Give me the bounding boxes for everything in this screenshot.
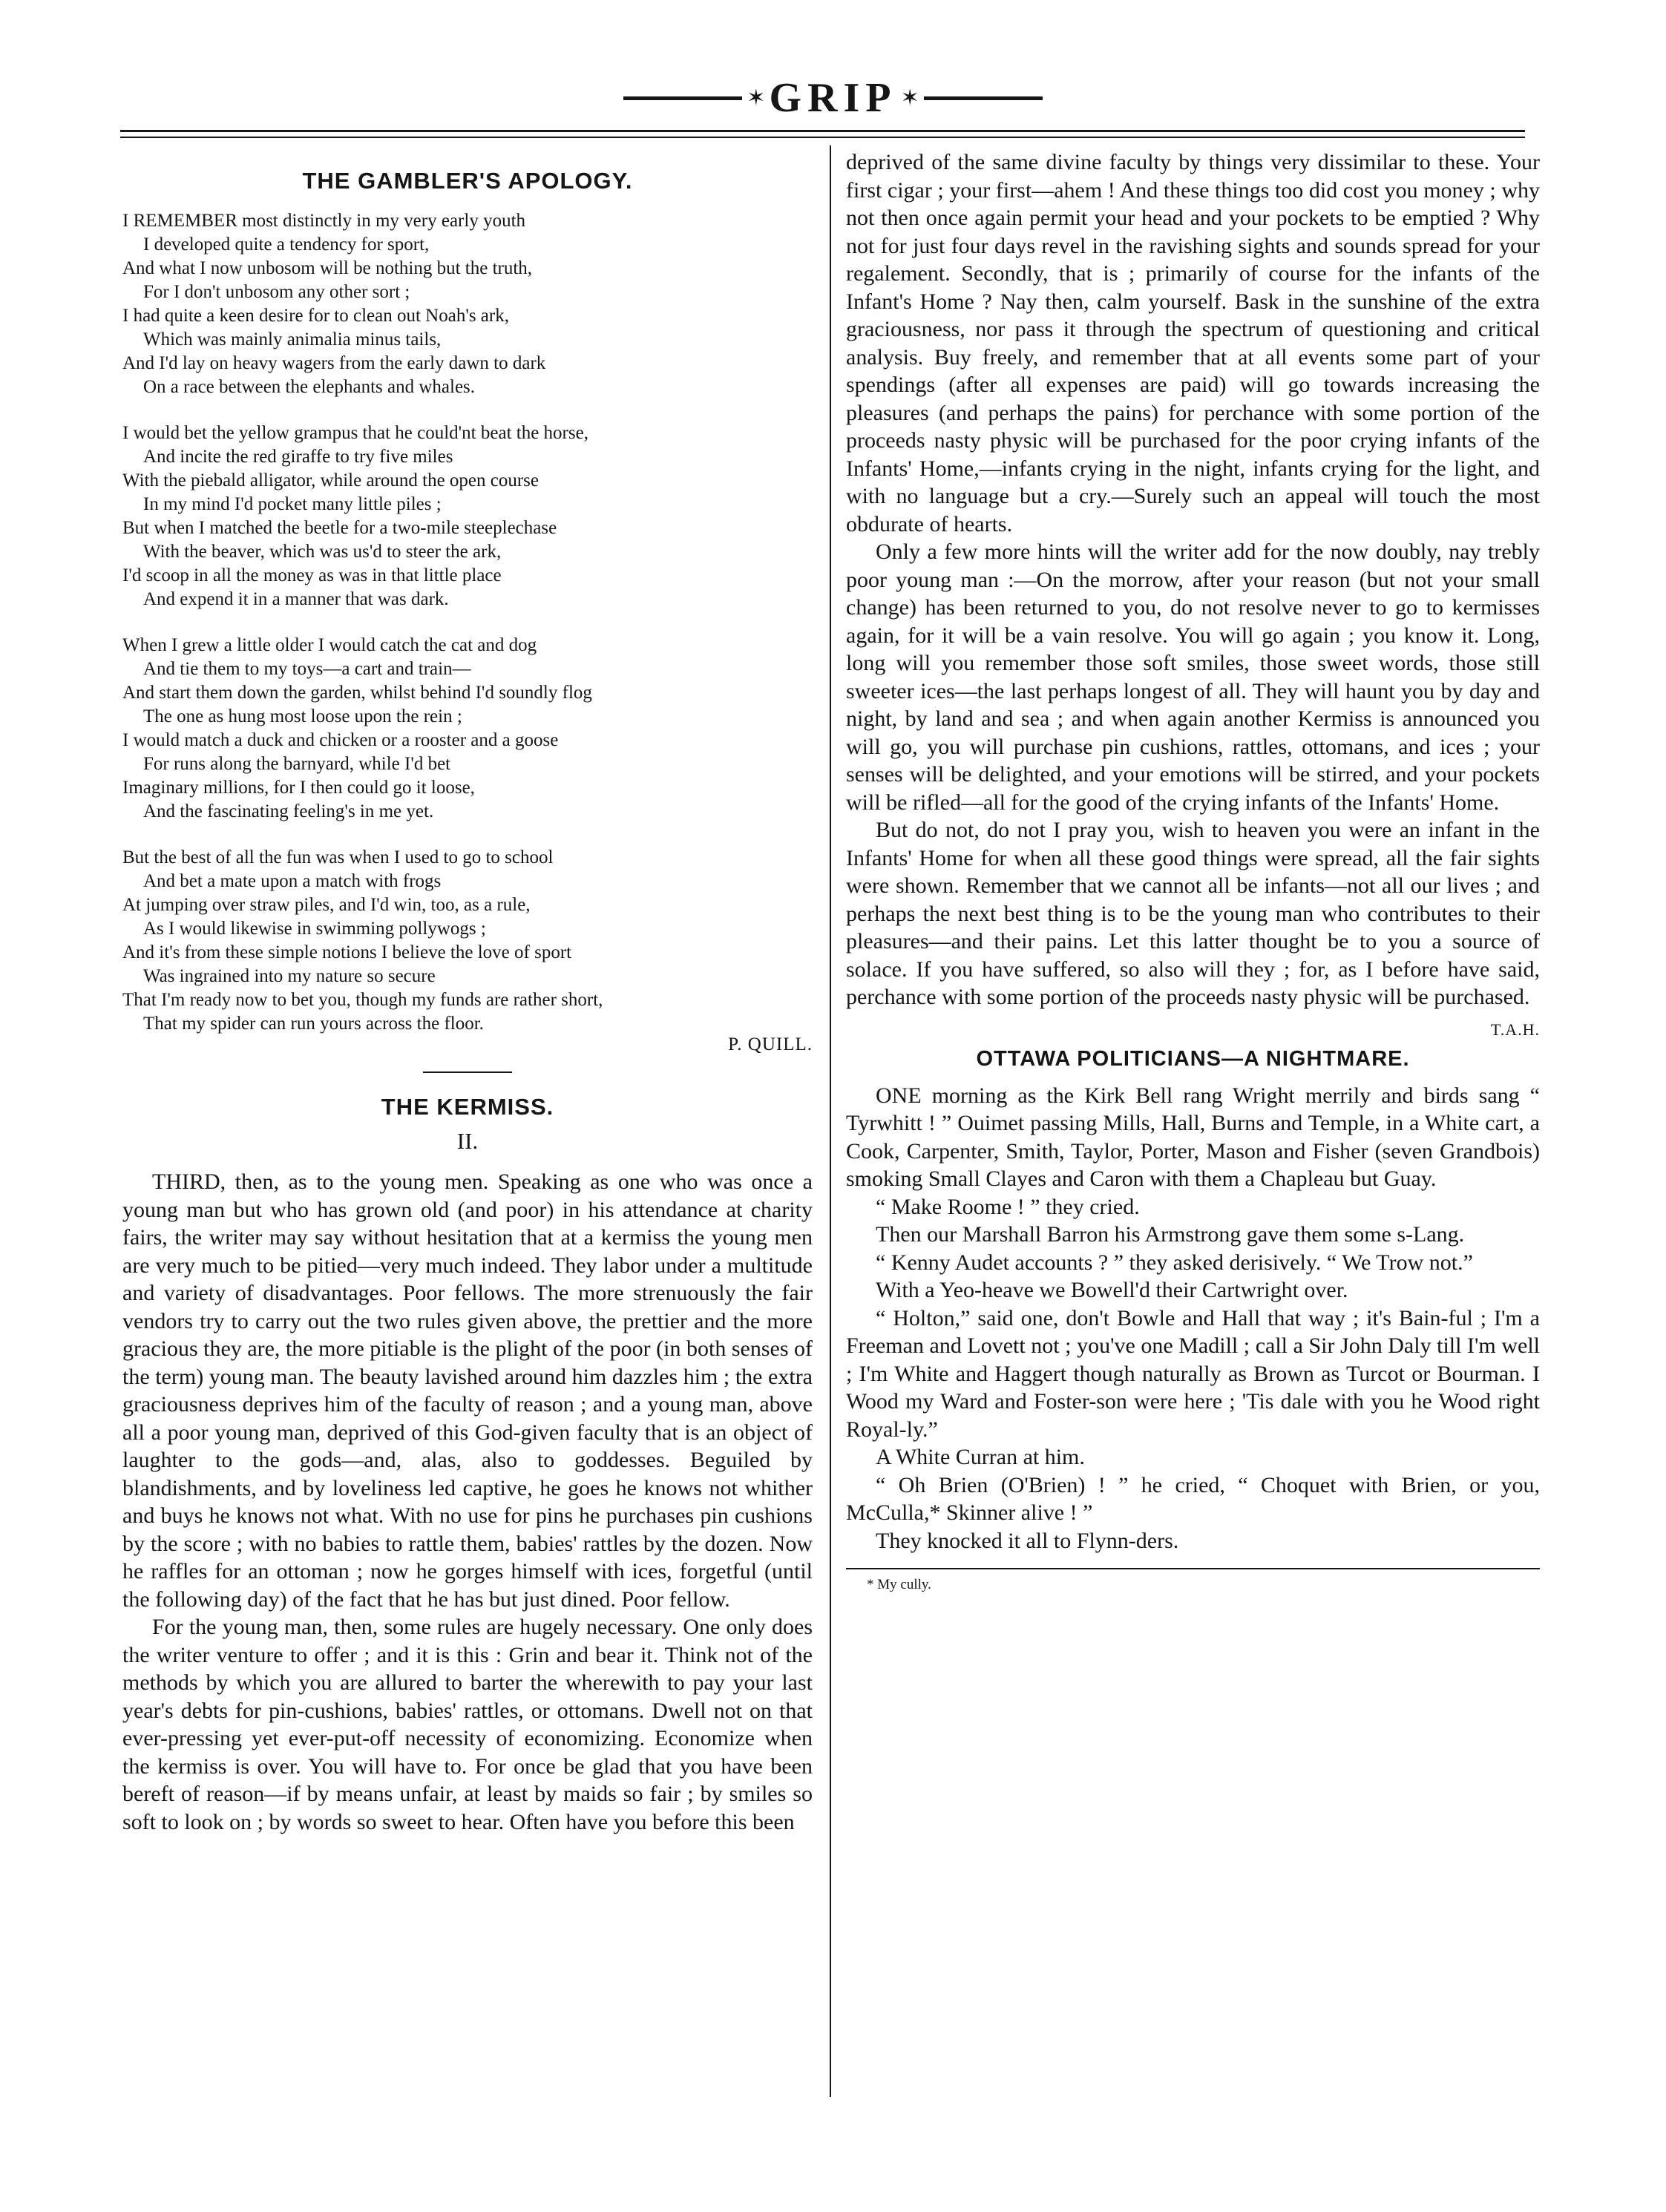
poem-stanza bbox=[122, 634, 813, 824]
poem-line: I developed quite a tendency for sport, bbox=[143, 234, 430, 255]
poem-line: For runs along the barnyard, while I'd bet bbox=[143, 754, 451, 774]
poem-line: For I don't unbosom any other sort ; bbox=[143, 282, 410, 302]
kermiss-heading: THE KERMISS. bbox=[381, 1094, 554, 1120]
star-ornament-icon: ✶ bbox=[900, 85, 919, 111]
poem-line: I would match a duck and chicken or a rooster and a goose bbox=[122, 730, 559, 750]
poem-line: And it's from these simple notions I believe the love of sport bbox=[122, 942, 572, 962]
kermiss-paragraph: Only a few more hints will the writer add for the now doubly, nay trebly poor young man :—On the morrow, after your reason (but not your small change) has been returned to you, do not resolve never to go to kermisses again, for it will be a vain resolve. You will go again ; you know it. Long, long will you remember those soft smiles, those sweet words, those still sweeter ices—the last perhaps longest of all. They will haunt you by day and night, by land and sea ; and when again another Kermiss is announced you will go, you will purchase pin cushions, rattles, ottomans, and ices ; your senses will be delighted, and your emotions will be stirred, and your pockets will be rifled—all for the good of the crying infants of the Infants' Home. bbox=[846, 539, 1540, 815]
poem-stanza bbox=[122, 846, 813, 1036]
poem-line: On a race between the elephants and whales. bbox=[143, 377, 476, 397]
poem-line: And expend it in a manner that was dark. bbox=[143, 589, 449, 609]
ottawa-paragraph: Then our Marshall Barron his Armstrong gave them some s-Lang. bbox=[876, 1222, 1465, 1247]
poem-line: And start them down the garden, whilst behind I'd soundly flog bbox=[122, 683, 592, 703]
poem-line: And bet a mate upon a match with frogs bbox=[143, 871, 442, 891]
kermiss-body-right bbox=[846, 148, 1540, 1039]
kermiss-body-left bbox=[122, 1168, 813, 1836]
poem-line: And incite the red giraffe to try five miles bbox=[143, 447, 453, 467]
poem-line: In my mind I'd pocket many little piles ; bbox=[143, 494, 442, 514]
ottawa-paragraph: A White Curran at him. bbox=[876, 1445, 1085, 1469]
header-double-rule bbox=[120, 130, 1525, 138]
poem-line: As I would likewise in swimming pollywogs ; bbox=[143, 919, 486, 939]
poem-line: But when I matched the beetle for a two-mile steeplechase bbox=[122, 518, 557, 538]
ottawa-paragraph: “ Holton,” said one, don't Bowle and Hall that way ; it's Bain-ful ; I'm a Freeman and Lovett not ; you've one Madill ; call a Sir John Daly till I'm well ; I'm White and Haggert though naturally as Brown as Turcot or Bourman. I Wood my Ward and Foster-son were here ; 'Tis dale with you he Wood right Royal-ly.” bbox=[846, 1305, 1540, 1442]
poem-line: And tie them to my toys—a cart and train— bbox=[143, 659, 471, 679]
poem-stanza bbox=[122, 209, 813, 399]
poem-line: The one as hung most loose upon the rein ; bbox=[143, 706, 462, 726]
spacer bbox=[846, 1011, 1540, 1047]
poem-line: And the fascinating feeling's in me yet. bbox=[143, 801, 434, 821]
column-divider bbox=[830, 145, 831, 2097]
poem-stanza bbox=[122, 421, 813, 611]
poem-line: I'd scoop in all the money as was in that little place bbox=[122, 565, 502, 585]
poem-line: With the piebald alligator, while around the open course bbox=[122, 470, 540, 490]
poem-heading: THE GAMBLER'S APOLOGY. bbox=[302, 168, 633, 194]
kermiss-paragraph: For the young man, then, some rules are hugely necessary. One only does the writer venture to offer ; and it is this : Grin and bear it. Think not of the methods by which you are allured to barter the wherewith to pay your last year's debts for pin-cushions, babies' rattles, or ottomans. Dwell not on that ever-pressing yet ever-put-off necessity of economizing. Economize when the kermiss is over. You will have to. For once be glad that you have been bereft of reason—if by means unfair, at least by maids so fair ; by smiles so soft to look on ; by words so sweet to hear. Often have you before this been bbox=[122, 1615, 813, 1834]
poem-line: Which was mainly animalia minus tails, bbox=[143, 329, 442, 349]
section-divider bbox=[423, 1071, 512, 1073]
poem-line: I REMEMBER most distinctly in my very early youth bbox=[122, 211, 526, 231]
poem-line: I had quite a keen desire for to clean out Noah's ark, bbox=[122, 306, 509, 326]
ottawa-paragraph: With a Yeo-heave we Bowell'd their Cartwright over. bbox=[876, 1278, 1348, 1302]
ottawa-paragraph: “ Make Roome ! ” they cried. bbox=[876, 1194, 1140, 1219]
ottawa-heading: OTTAWA POLITICIANS—A NIGHTMARE. bbox=[976, 1046, 1410, 1071]
poem-line: At jumping over straw piles, and I'd win, too, as a rule, bbox=[122, 895, 531, 915]
kermiss-paragraph-text: But do not, do not I pray you, wish to heaven you were an infant in the Infants' Home for when all these good things were spread, all the fair sights were shown. Remember that we cannot all be infants—not all our lives ; and perhaps the next best thing is to be the young man who contributes to their pleasures—and their pains. Let this latter thought be to you a source of solace. If you have suffered, so also will they ; for, as I before have said, perchance with some portion of the proceeds nasty physic will be purchased. bbox=[846, 818, 1540, 1009]
poem bbox=[122, 209, 813, 1057]
kermiss-signature: T.A.H. bbox=[1490, 1020, 1540, 1039]
poem-line: Imaginary millions, for I then could go it loose, bbox=[122, 778, 475, 798]
masthead-right-rule bbox=[924, 96, 1043, 100]
poem-line: But the best of all the fun was when I used to go to school bbox=[122, 847, 554, 867]
kermiss-paragraph: THIRD, then, as to the young men. Speaking as one who was once a young man but who has grown old (and poor) in his attendance at charity fairs, the writer may say without hesitation that at a kermiss the young men are very much to be pitied—very much indeed. They labor under a multitude and variety of disadvantages. Poor fellows. The more strenuously the fair vendors try to carry out the two rules given above, the prettier and the more gracious they are, the more pitiable is the plight of the poor (in both senses of the term) young man. The beauty lavished around him dazzles him ; the extra graciousness deprives him of the faculty of reason ; and a young man, above all a poor young man, deprived of this God-given faculty that is an object of laughter to the gods—and, alas, also to goddesses. Beguiled by blandishments, and by loveliness led captive, he goes he knows not whither and buys he knows not what. With no use for pins he purchases pin cushions by the score ; with no babies to rattle them, babies' rattles by the dozen. Now he raffles for an ottoman ; now he gorges himself with ices, forgetful (until the following day) of the fact that he has but just dined. Poor fellow. bbox=[122, 1169, 813, 1612]
masthead bbox=[0, 74, 1666, 126]
right-column bbox=[846, 148, 1540, 1593]
poem-line: That my spider can run yours across the floor. bbox=[143, 1014, 484, 1034]
star-ornament-icon: ✶ bbox=[747, 85, 766, 111]
poem-line: Was ingrained into my nature so secure bbox=[143, 966, 436, 986]
poem-signature: P. QUILL. bbox=[728, 1034, 813, 1054]
kermiss-part-number: II. bbox=[456, 1128, 479, 1154]
kermiss-paragraph: deprived of the same divine faculty by things very dissimilar to these. Your first cigar ; your first—ahem ! And these things too did cost you money ; why not then once again permit your head and your pockets to be emptied ? Why not for just four days revel in the ravishing sights and sounds spread for your regalement. Secondly, that is ; primarily of course for the infants of the Infant's Home ? Nay then, calm yourself. Bask in the sunshine of the extra graciousness, nor pass it through the spectrum of questioning and critical analysis. Buy freely, and remember that at all events some part of your spendings (after all expenses are paid) will go towards increasing the pleasures (and perhaps the pains) for perchance with some portion of the proceeds nasty physic will be purchased for the poor crying infants of the Infants' Home,—infants crying in the night, infants crying for the light, and with no language but a cry.—Surely such an appeal will touch the most obdurate of hearts. bbox=[846, 150, 1540, 536]
ottawa-body bbox=[846, 1082, 1540, 1555]
poem-line: I would bet the yellow grampus that he could'nt beat the horse, bbox=[122, 423, 588, 443]
ottawa-paragraph: ONE morning as the Kirk Bell rang Wright merrily and birds sang “ Tyrwhitt ! ” Ouimet passing Mills, Hall, Burns and Temple, in a White cart, a Cook, Carpenter, Smith, Taylor, Porter, Mason and Fisher (seven Grandbois) smoking Small Clayes and Caron with them a Chapleau but Guay. bbox=[846, 1083, 1540, 1191]
footnote: * My cully. bbox=[867, 1577, 931, 1592]
poem-line: And I'd lay on heavy wagers from the early dawn to dark bbox=[122, 353, 546, 373]
footnote-rule bbox=[846, 1568, 1540, 1569]
ottawa-paragraph: They knocked it all to Flynn-ders. bbox=[876, 1528, 1179, 1553]
ottawa-paragraph: “ Oh Brien (O'Brien) ! ” he cried, “ Choquet with Brien, or you, McCulla,* Skinner alive ! ” bbox=[846, 1472, 1540, 1525]
poem-line: When I grew a little older I would catch the cat and dog bbox=[122, 635, 537, 655]
poem-line: With the beaver, which was us'd to steer the ark, bbox=[143, 542, 502, 562]
ottawa-paragraph: “ Kenny Audet accounts ? ” they asked derisively. “ We Trow not.” bbox=[876, 1250, 1473, 1275]
masthead-title: GRIP bbox=[769, 75, 897, 121]
poem-line: And what I now unbosom will be nothing but the truth, bbox=[122, 258, 533, 278]
masthead-left-rule bbox=[623, 96, 742, 100]
kermiss-paragraph bbox=[846, 816, 1540, 1039]
poem-line: That I'm ready now to bet you, though my funds are rather short, bbox=[122, 990, 603, 1010]
left-column bbox=[122, 148, 813, 1836]
